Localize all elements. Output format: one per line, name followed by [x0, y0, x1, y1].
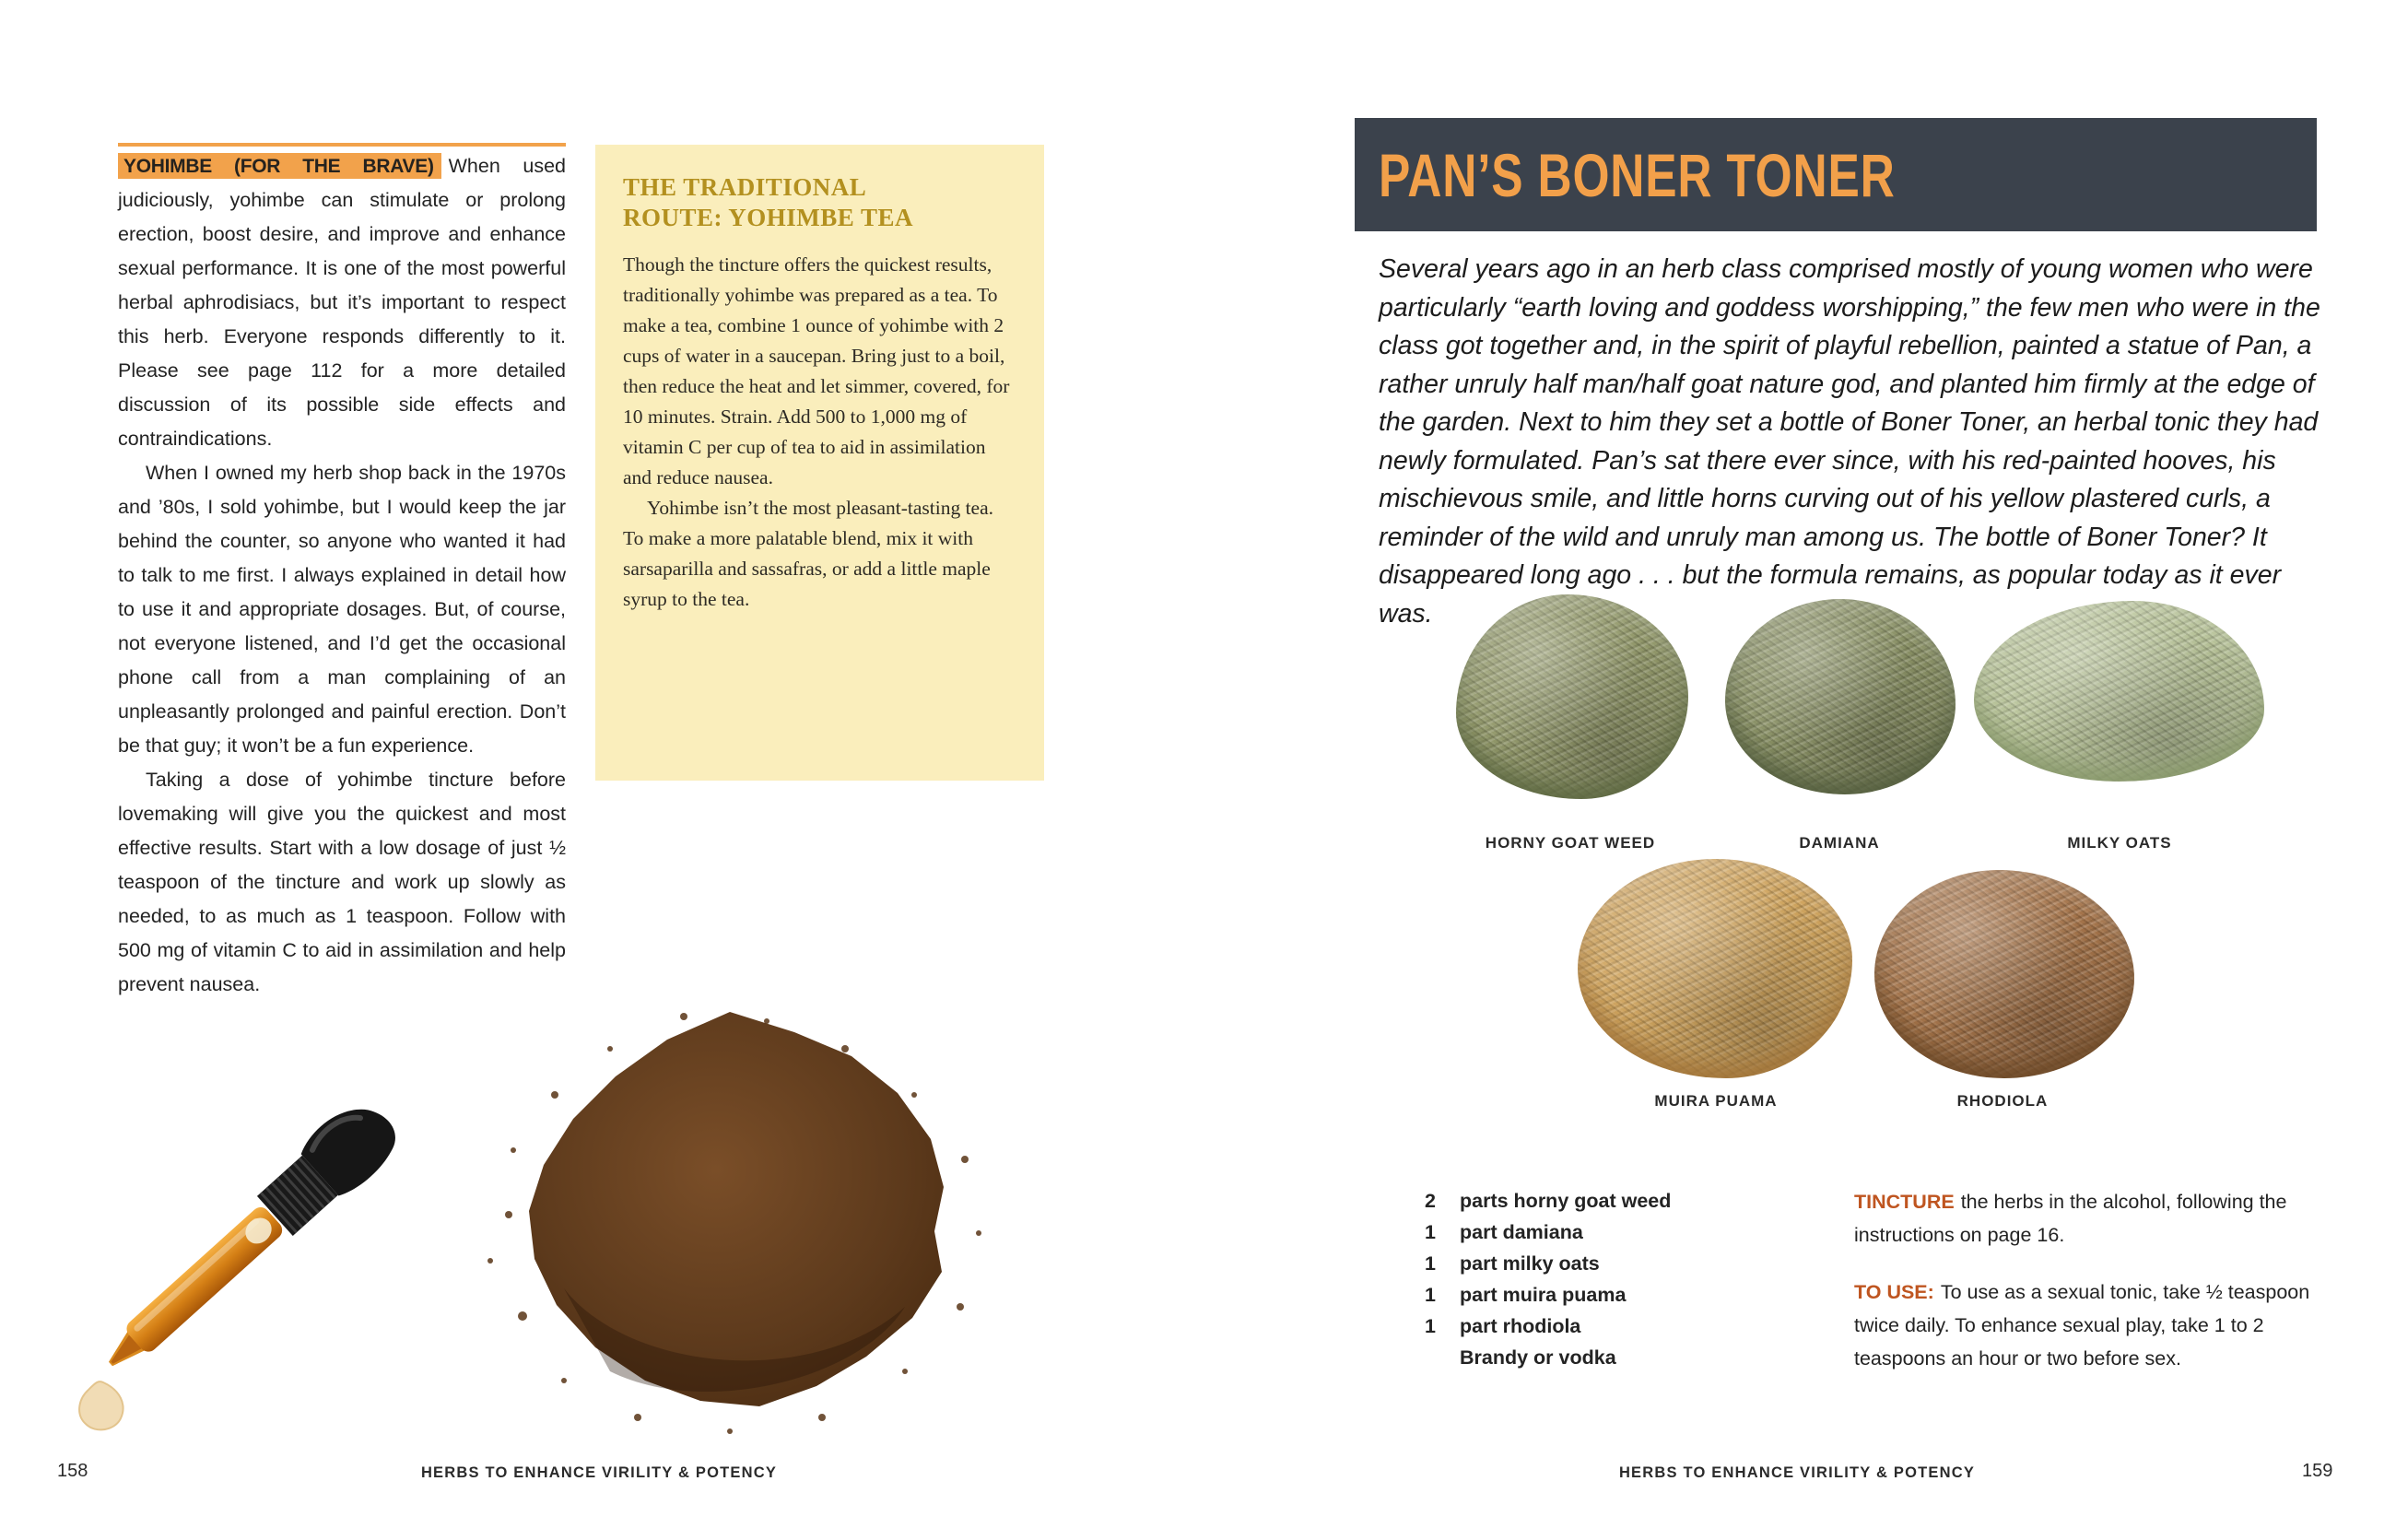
- herb-caption-rhodiola: RHODIOLA: [1956, 1092, 2049, 1110]
- instruction-text: the herbs in the alcohol, following the instructions on page 16.: [1854, 1191, 2287, 1246]
- tincture-dropper-photo: [37, 1028, 452, 1433]
- ingredient-qty: 1: [1425, 1221, 1436, 1243]
- ingredient-list: [1425, 1185, 1821, 1373]
- sidebar-paragraph-2: Yohimbe isn’t the most pleasant-tasting tea. To make a more palatable blend, mix it with sarsaparilla and sassafras, or add a little maple syrup to the tea.: [623, 497, 994, 610]
- sidebar-title-line1: THE TRADITIONAL: [623, 173, 867, 201]
- page-number-right: 159: [2302, 1461, 2333, 1481]
- tincture-drop: [66, 1375, 140, 1440]
- running-head-right: HERBS TO ENHANCE VIRILITY & POTENCY: [1618, 1464, 1976, 1481]
- page-number-left: 158: [57, 1461, 88, 1481]
- paragraph-1-text: When used judiciously, yohimbe can stimulate or prolong erection, boost desire, and improve and enhance sexual performance. It is one of the most powerful herbal aphrodisiacs, but it’s important to respect this herb. Everyone responds differently to it. Please see page 112 for a more detailed discussion of its possible side effects and contraindications.: [118, 155, 566, 450]
- ingredient-row: [1425, 1279, 1821, 1311]
- paragraph-1: [118, 149, 566, 456]
- herb-photo-damiana: [1725, 599, 1956, 794]
- herb-caption-horny-goat-weed: HORNY GOAT WEED: [1485, 834, 1656, 852]
- ingredient-row: [1425, 1185, 1821, 1217]
- yohimbe-powder-photo: [426, 984, 1043, 1454]
- ingredient-row: [1425, 1342, 1821, 1373]
- herb-photo-muira-puama: [1578, 859, 1852, 1078]
- herb-caption-muira-puama: MUIRA PUAMA: [1654, 1092, 1778, 1110]
- yohimbe-article: [118, 149, 566, 1002]
- ingredient-text: parts horny goat weed: [1460, 1190, 1672, 1212]
- herb-caption-damiana: DAMIANA: [1799, 834, 1880, 852]
- ingredient-row: [1425, 1248, 1821, 1279]
- instruction-lead: TO USE:: [1854, 1281, 1934, 1303]
- sidebar-title: [623, 172, 1016, 233]
- ingredient-qty: 2: [1425, 1190, 1436, 1212]
- herb-photo-horny-goat-weed: [1456, 594, 1688, 799]
- ingredient-qty: 1: [1425, 1252, 1436, 1275]
- instruction-tincture: [1854, 1185, 2317, 1252]
- instructions: [1854, 1185, 2317, 1399]
- ingredient-text: part damiana: [1460, 1221, 1583, 1243]
- ingredient-qty: 1: [1425, 1315, 1436, 1337]
- recipe-title-bar: [1355, 118, 2317, 231]
- section-heading-yohimbe: YOHIMBE (FOR THE BRAVE): [118, 153, 441, 179]
- ingredient-row: [1425, 1217, 1821, 1248]
- ingredient-text: part milky oats: [1460, 1252, 1600, 1275]
- traditional-route-sidebar: [595, 145, 1044, 781]
- recipe-intro: Several years ago in an herb class comprised mostly of young women who were particularly “earth loving and goddess worshipping,” the few men who were in the class got together and, in the spirit of playful rebellion, painted a statue of Pan, a rather unruly half man/half goat nature god, and planted him firmly at the edge of the garden. Next to him they set a bottle of Boner Toner, an herbal tonic they had newly formulated. Pan’s sat there ever since, with his red-painted hooves, his mischievous smile, and little horns curving out of his yellow plastered curls, a reminder of the wild and unruly man among us. The bottle of Boner Toner? It disappeared long ago . . . but the formula remains, as popular today as it ever was.: [1379, 254, 2320, 629]
- instruction-to-use: [1854, 1275, 2317, 1375]
- paragraph-3: Taking a dose of yohimbe tincture before lovemaking will give you the quickest and most effective results. Start with a low dosage of just ½ teaspoon of the tincture and work up slowly as needed, to as much as 1 teaspoon. Follow with 500 mg of vitamin C to aid in assimilation and help prevent nausea.: [118, 769, 566, 995]
- orange-rule: [118, 143, 566, 147]
- ingredient-qty: [1425, 1342, 1460, 1373]
- sidebar-paragraph-1: Though the tincture offers the quickest results, traditionally yohimbe was prepared as a tea. To make a tea, combine 1 ounce of yohimbe with 2 cups of water in a saucepan. Bring just to a boil, then reduce the heat and let simmer, covered, for 10 minutes. Strain. Add 500 to 1,000 mg of vitamin C per cup of tea to aid in assimilation and reduce nausea.: [623, 253, 1010, 488]
- herb-caption-milky-oats: MILKY OATS: [2067, 834, 2172, 852]
- ingredient-text: part muira puama: [1460, 1284, 1627, 1306]
- instruction-lead: TINCTURE: [1854, 1191, 1955, 1213]
- herb-photo-rhodiola: [1874, 870, 2134, 1078]
- sidebar-title-line2: ROUTE: YOHIMBE TEA: [623, 204, 914, 231]
- ingredient-qty: 1: [1425, 1284, 1436, 1306]
- ingredient-row: [1425, 1311, 1821, 1342]
- instruction-text: To use as a sexual tonic, take ½ teaspoon twice daily. To enhance sexual play, take 1 to 2 teaspoons an hour or two before sex.: [1854, 1281, 2310, 1370]
- ingredient-text: Brandy or vodka: [1460, 1346, 1616, 1369]
- recipe-title: PAN’S BONER TONER: [1379, 140, 1896, 209]
- paragraph-2: When I owned my herb shop back in the 1970s and ’80s, I sold yohimbe, but I would keep the jar behind the counter, so anyone who wanted it had to talk to me first. I always explained in detail how to use it and appropriate dosages. But, of course, not everyone listened, and I’d get the occasional phone call from a man complaining of an unpleasantly prolonged and painful erection. Don’t be that guy; it won’t be a fun experience.: [118, 462, 566, 757]
- ingredient-text: part rhodiola: [1460, 1315, 1581, 1337]
- running-head-left: HERBS TO ENHANCE VIRILITY & POTENCY: [420, 1464, 778, 1481]
